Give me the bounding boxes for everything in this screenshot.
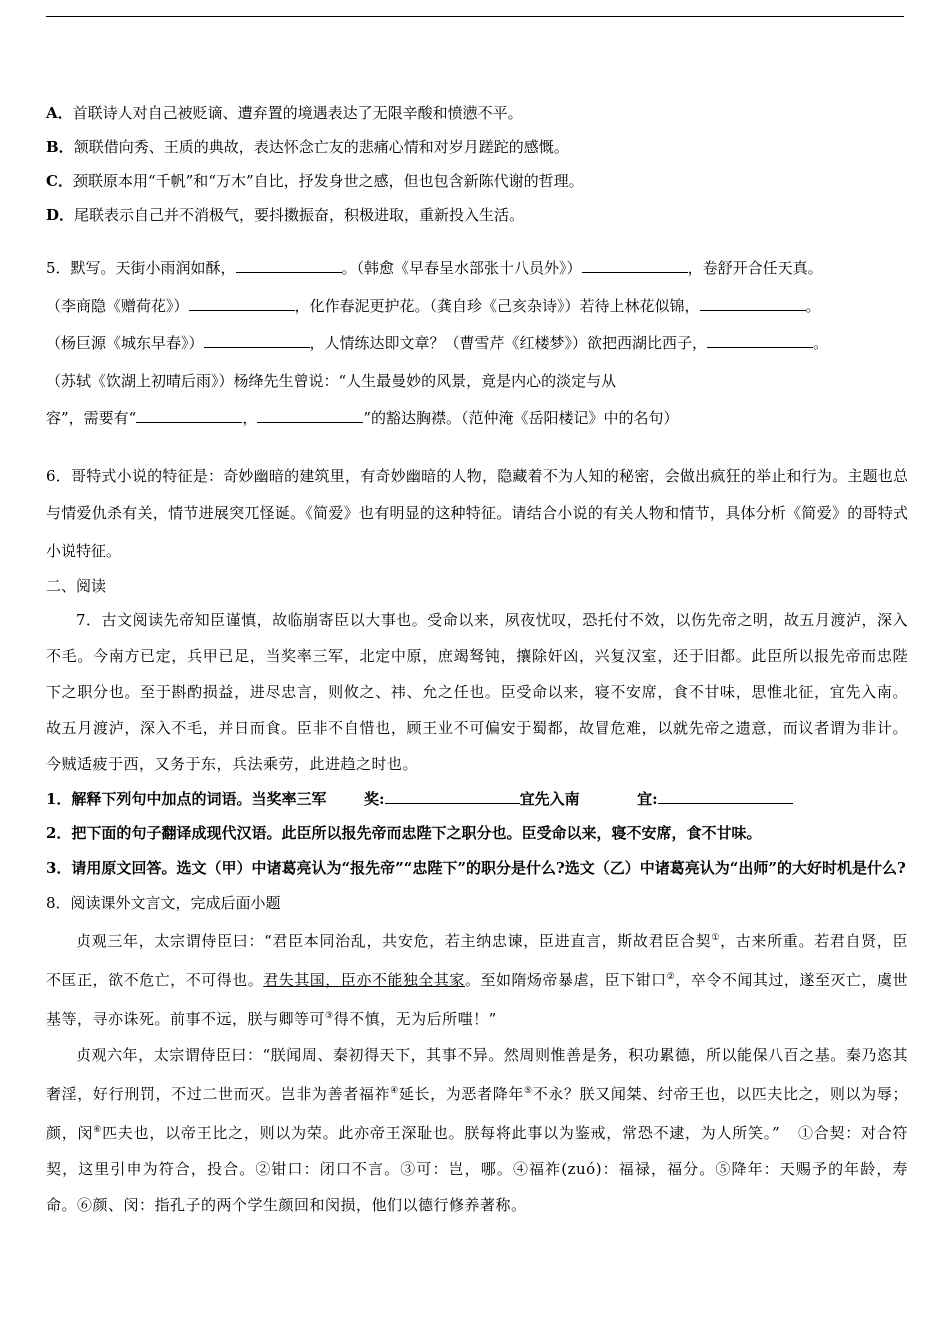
q5-text: ”的豁达胸襟。（范仲淹《岳阳楼记》中的名句） [363, 409, 679, 427]
q5-blank-7[interactable] [136, 408, 242, 423]
q7-blank-jiang[interactable] [385, 789, 520, 804]
option-label: C． [46, 172, 73, 190]
q5-text: （苏轼《饮湖上初晴后雨》）杨绛先生曾说：“人生最曼妙的风景，竟是内心的淡定与从 [46, 371, 617, 390]
q5-text: （杨巨源《城东早春》） [46, 334, 204, 352]
q5-text: ，化作春泥更护花。（龚自珍《己亥杂诗》）若待上林花似锦， [294, 296, 700, 315]
document-body [46, 96, 908, 1223]
q5-text: ， [242, 409, 258, 427]
passage-text: ，古来所重。若君自贤，臣不匡正，欲不危亡，不可得也。 [46, 932, 908, 989]
q5-blank-1[interactable] [236, 258, 342, 273]
q8-passage-1 [46, 920, 908, 1037]
q5-text: 5．默写。天街小雨润如酥， [46, 259, 236, 277]
q8-title: 8．阅读课外文言文，完成后面小题 [46, 894, 281, 912]
q7-sub2: 2．把下面的句子翻译成现代汉语。此臣所以报先帝而忠陛下之职分也。臣受命以来，寝不安席，食不甘味。 [46, 824, 762, 842]
option-text: 首联诗人对自己被贬谪、遭弃置的境遇表达了无限辛酸和愤懑不平。 [72, 104, 523, 122]
q7-sub1-text: 宜先入南 [519, 790, 580, 808]
q7-sub1 [46, 782, 908, 816]
option-label: D． [46, 206, 75, 224]
passage-text: 匹夫也，以帝王比之，则以为荣。此亦帝王深耻也。朕每将此事以为鉴戒，常恐不逮，为人所笑。” [102, 1124, 781, 1142]
q7-sub1-label: 奖: [364, 790, 385, 808]
q5-text: （李商隐《赠荷花》） [46, 296, 189, 315]
option-text: 颔联借向秀、王质的典故，表达怀念亡友的悲痛心情和对岁月蹉跎的感慨。 [73, 138, 569, 156]
option-b [46, 130, 908, 164]
q5-text: 容”，需要有“ [46, 409, 137, 427]
section-reading-title: 二、阅读 [46, 577, 107, 595]
q5-blank-8[interactable] [257, 408, 363, 423]
q5-blank-5[interactable] [204, 333, 310, 348]
passage-text: ，卒令不闻其过，遂至灭亡，虞世基等，寻亦诛死。前事不远，朕与卿等可 [46, 971, 908, 1028]
q5-text: 。 [805, 296, 821, 315]
q7-passage: 7．古文阅读先帝知臣谨慎，故临崩寄臣以大事也。受命以来，夙夜忧叹，恐托付不效，以伤先帝之明，故五月渡泸，深入不毛。今南方已定，兵甲已足，当奖率三军，北定中原，庶竭驽钝，攘除奸凶，兴复汉室，还于旧都。此臣所以报先帝而忠陛下之职分也。至于斟酌损益，进尽忠言，则攸之、祎、允之任也。臣受命以来，寝不安席，食不甘味，思惟北征，宜先入南。故五月渡泸，深入不毛，并日而食。臣非不自惜也，顾王业不可偏安于蜀都，故冒危难，以就先帝之遗意，而议者谓为非计。今贼适疲于西，又务于东，兵法乘劳，此进趋之时也。 [46, 611, 908, 773]
q5-blank-6[interactable] [707, 333, 813, 348]
note-marker: ⑤ [523, 1086, 533, 1096]
passage-text: 贞观六年，太宗谓侍臣曰：“朕闻周、秦初得天下，其事不异。然周则惟善是务，积功累德，所以能保八百之基。秦乃恣其奢淫，好行刑罚，不过二世而灭。岂非为善者福祚 [46, 1046, 908, 1103]
q7-blank-yi[interactable] [658, 789, 793, 804]
annotations: ①合契：对合符契，这里引申为符合，投合。②钳口：闭口不言。③可：岂，哪。④福祚(zuó)：福禄，福分。⑤降年：天赐予的年龄，寿命。⑥颜、闵：指孔子的两个学生颜回和闵损，他们以德行修养著称。 [46, 1124, 908, 1214]
q7-sub1-text: 1．解释下列句中加点的词语。当奖率三军 [46, 790, 327, 808]
q8-passage-2 [46, 1037, 908, 1223]
option-c [46, 164, 908, 198]
passage-text: 。至如隋炀帝暴虐，臣下钳口 [464, 971, 667, 989]
q7-sub1-label: 宜: [637, 790, 658, 808]
note-marker: ② [666, 972, 676, 982]
option-a [46, 96, 908, 130]
q5-text: 。 [813, 334, 829, 352]
note-marker: ④ [390, 1086, 399, 1096]
option-d [46, 198, 908, 232]
passage-text: 延长，为恶者降年 [398, 1085, 524, 1103]
passage-text: 得不慎，无为后所嗤！” [333, 1010, 497, 1028]
option-text: 尾联表示自己并不消极气，要抖擞振奋，积极进取，重新投入生活。 [74, 206, 525, 224]
note-marker: ① [711, 933, 721, 943]
note-marker: ⑥ [93, 1125, 103, 1135]
option-text: 颈联原本用“千帆”和“万木”自比，抒发身世之感，但也包含新陈代谢的哲理。 [72, 172, 584, 190]
passage-text: 贞观三年，太宗谓侍臣曰：“君臣本同治乱，共安危，若主纳忠谏，臣进直言，斯故君臣合契 [76, 932, 712, 950]
question-6: 6．哥特式小说的特征是：奇妙幽暗的建筑里，有奇妙幽暗的人物，隐藏着不为人知的秘密，会做出疯狂的举止和行为。主题也总与情爱仇杀有关，情节进展突兀怪诞。《简爱》也有明显的这种特征。请结合小说的有关人物和情节，具体分析《简爱》的哥特式小说特征。 [46, 466, 908, 560]
option-label: B． [46, 138, 74, 156]
q5-blank-3[interactable] [189, 296, 295, 311]
answer-options [46, 96, 908, 232]
q5-blank-4[interactable] [700, 296, 806, 311]
q5-text: ，人情练达即文章？（曹雪芹《红楼梦》）欲把西湖比西子， [309, 334, 708, 352]
note-marker: ③ [325, 1011, 334, 1021]
option-label: A． [46, 104, 73, 122]
passage-text: 不永？朕又闻桀、纣帝王也，以匹夫比之，则以为辱；颜，闵 [46, 1085, 908, 1142]
q7-sub3: 3．请用原文回答。选文（甲）中诸葛亮认为“报先帝”“忠陛下”的职分是什么?选文（乙）中诸葛亮认为“出师”的大好时机是什么? [46, 859, 906, 877]
header-rule [46, 16, 904, 17]
q5-text: ，卷舒开合任天真。 [687, 259, 823, 277]
question-5 [46, 250, 908, 438]
q5-blank-2[interactable] [582, 258, 688, 273]
underlined-sentence: 君失其国，臣亦不能独全其家 [263, 971, 465, 989]
q5-text: 。（韩愈《早春呈水部张十八员外》） [341, 259, 582, 277]
